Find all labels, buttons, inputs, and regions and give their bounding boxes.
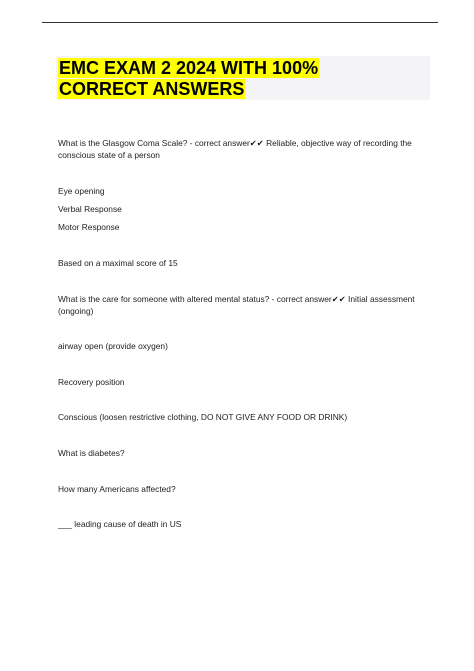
question-leading-cause: ___ leading cause of death in US <box>58 519 182 529</box>
list-item-airway-open: airway open (provide oxygen) <box>58 341 168 351</box>
list-item-eye-opening: Eye opening <box>58 186 105 196</box>
question-diabetes: What is diabetes? <box>58 448 125 458</box>
note-maximal-score: Based on a maximal score of 15 <box>58 258 178 268</box>
list-item-motor-response: Motor Response <box>58 222 120 232</box>
list-item-conscious: Conscious (loosen restrictive clothing, DO NOT GIVE ANY FOOD OR DRINK) <box>58 412 348 422</box>
list-item-recovery-position: Recovery position <box>58 377 125 387</box>
question-altered-mental-status: What is the care for someone with altered mental status? - correct answer✔✔ Initial assessment (ongoing) <box>58 294 415 316</box>
title-line-2: CORRECT ANSWERS <box>59 79 245 99</box>
document-title <box>58 58 319 100</box>
title-line-1: EMC EXAM 2 2024 WITH 100% <box>59 58 319 78</box>
question-americans-affected: How many Americans affected? <box>58 484 176 494</box>
header-rule <box>42 22 438 23</box>
question-glasgow-coma-scale: What is the Glasgow Coma Scale? - correct answer✔✔ Reliable, objective way of recording the conscious state of a person <box>58 138 412 160</box>
list-item-verbal-response: Verbal Response <box>58 204 122 214</box>
